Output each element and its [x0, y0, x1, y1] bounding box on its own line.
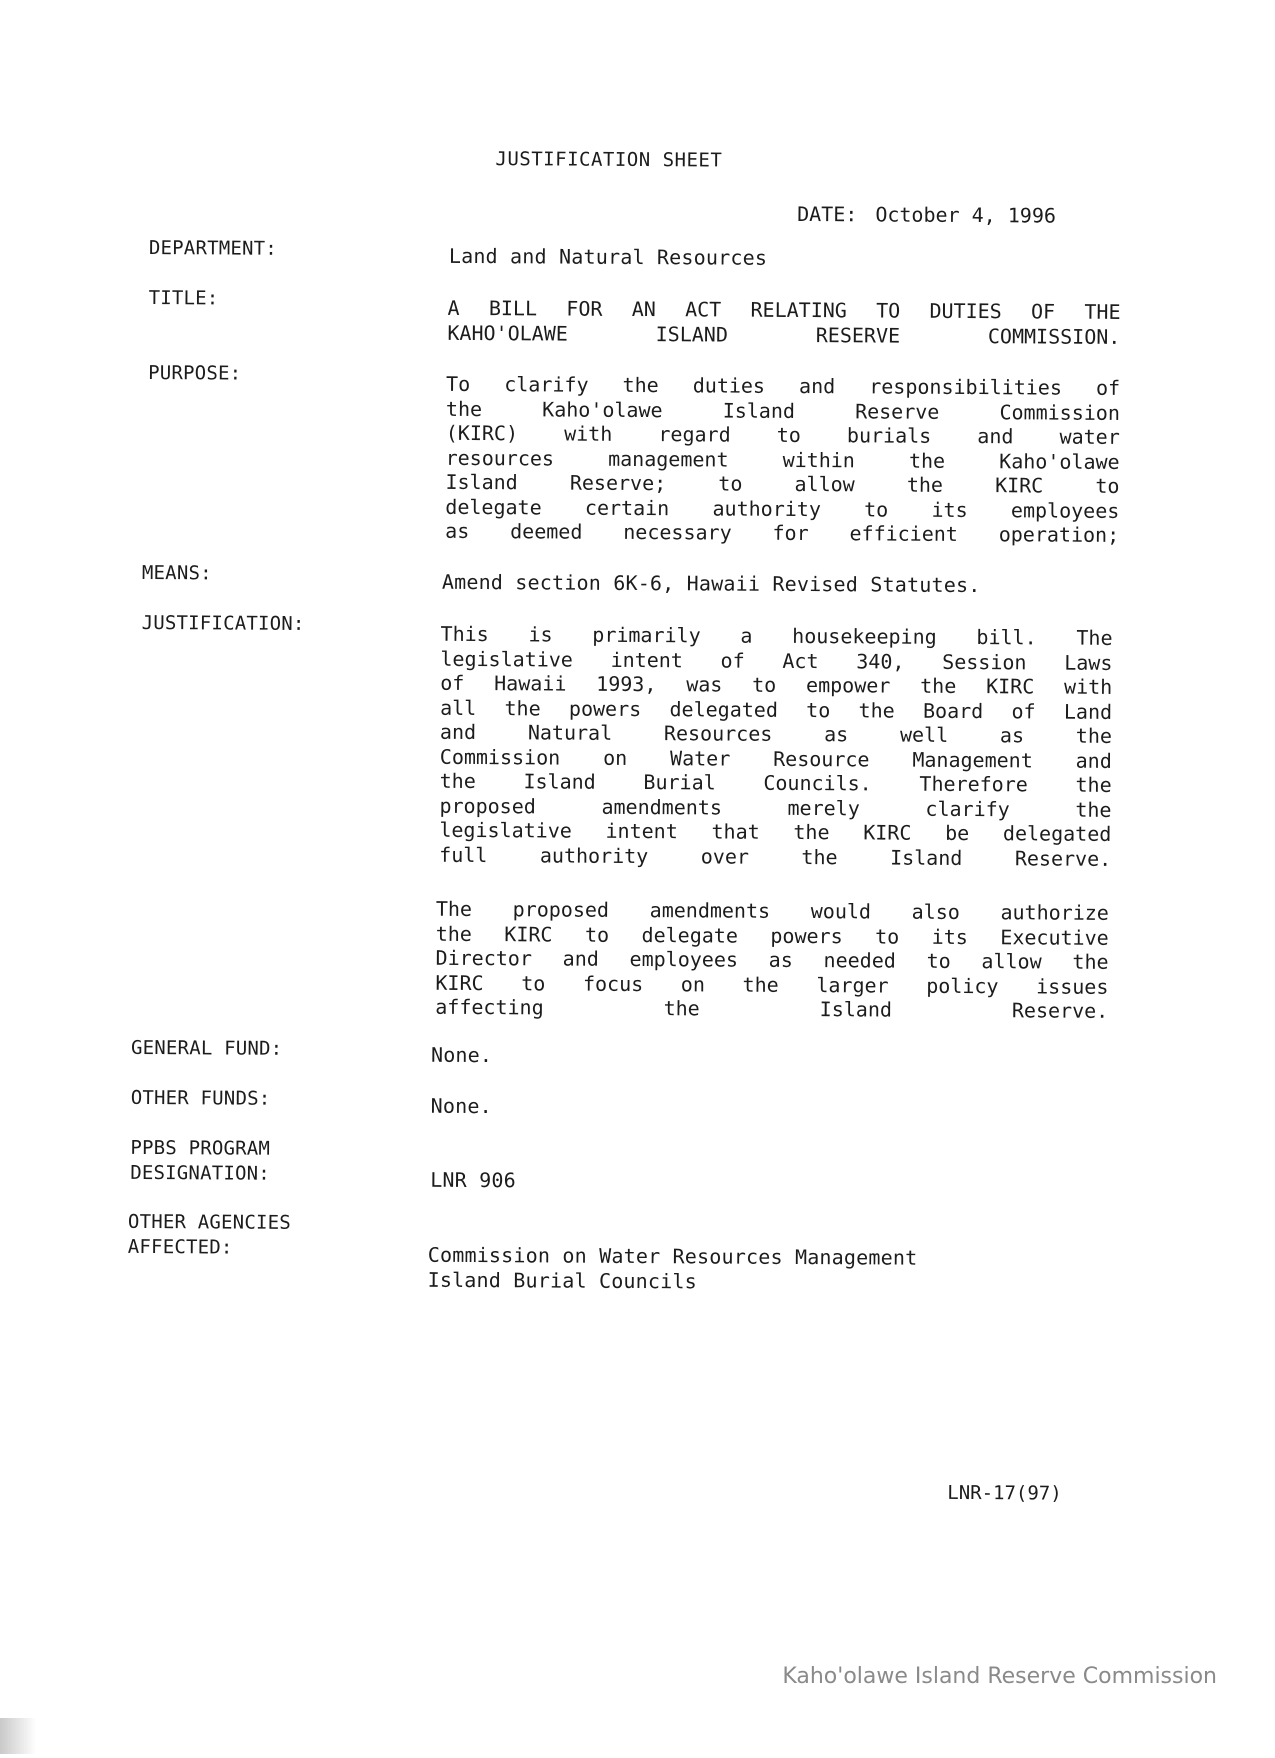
justification-paragraph-2 [435, 897, 1109, 1024]
date-value: October 4, 1996 [875, 202, 1057, 228]
department-value: Land and Natural Resources [448, 243, 768, 270]
title-value [447, 296, 1120, 349]
other-agencies-label [128, 1210, 291, 1261]
agency-item: Island Burial Councils [427, 1267, 698, 1293]
justification-line: Director and employees as needed to allow the [435, 945, 1109, 974]
justification-label: JUSTIFICATION: [141, 611, 305, 635]
purpose-line: Island Reserve; to allow the KIRC to [445, 469, 1120, 498]
justification-line: KIRC to focus on the larger policy issues [435, 970, 1109, 999]
justification-line: legislative intent that the KIRC be delegated [439, 817, 1112, 846]
general-fund-label: GENERAL FUND: [130, 1036, 283, 1060]
scan-edge-shadow [0, 1718, 36, 1754]
purpose-label: PURPOSE: [148, 361, 242, 385]
justification-line: This is primarily a housekeeping bill. The [440, 621, 1113, 650]
title-line: A BILL FOR AN ACT RELATING TO DUTIES OF THE [447, 295, 1121, 324]
document-heading: JUSTIFICATION SHEET [495, 148, 723, 172]
means-value: Amend section 6K-6, Hawaii Revised Statutes. [441, 569, 981, 598]
other-funds-label: OTHER FUNDS: [130, 1086, 271, 1110]
justification-paragraph-1 [439, 622, 1112, 871]
justification-line: proposed amendments merely clarify the [439, 793, 1112, 822]
means-label: MEANS: [141, 561, 212, 585]
ppbs-label-line: DESIGNATION: [130, 1161, 271, 1185]
purpose-line: delegate certain authority to its employees [445, 494, 1120, 523]
justification-line: full authority over the Island Reserve. [439, 842, 1112, 871]
justification-line: the Island Burial Councils. Therefore the [439, 768, 1112, 797]
title-label: TITLE: [148, 286, 219, 310]
purpose-line: the Kaho'olawe Island Reserve Commission [445, 396, 1121, 425]
purpose-line: (KIRC) with regard to burials and water [445, 420, 1120, 449]
department-label: DEPARTMENT: [148, 236, 278, 260]
justification-line: Commission on Water Resource Management and [439, 744, 1112, 773]
other-funds-value: None. [430, 1093, 492, 1119]
justification-line: the KIRC to delegate powers to its Executive [435, 921, 1109, 950]
agency-item: Commission on Water Resources Management [427, 1242, 918, 1270]
justification-line: legislative intent of Act 340, Session Laws [440, 646, 1113, 675]
ppbs-value: LNR 906 [430, 1167, 516, 1193]
purpose-value [445, 372, 1120, 548]
date-line [797, 202, 1056, 228]
purpose-line: resources management within the Kaho'olawe [445, 445, 1120, 474]
justification-line: affecting the Island Reserve. [435, 994, 1109, 1023]
ppbs-label-line: PPBS PROGRAM [130, 1136, 271, 1160]
other-agencies-label-line: OTHER AGENCIES [127, 1210, 291, 1234]
date-label: DATE: [797, 201, 858, 227]
other-agencies-value [428, 1243, 918, 1295]
purpose-line: as deemed necessary for efficient operation; [445, 518, 1120, 547]
purpose-line: To clarify the duties and responsibilities of [446, 371, 1121, 400]
justification-line: and Natural Resources as well as the [439, 719, 1113, 748]
other-agencies-label-line: AFFECTED: [127, 1235, 233, 1259]
justification-line: The proposed amendments would also authorize [435, 896, 1109, 925]
footer-watermark: Kaho'olawe Island Reserve Commission [782, 1664, 1217, 1689]
ppbs-label [130, 1136, 270, 1187]
general-fund-value: None. [430, 1042, 493, 1068]
form-code: LNR-17(97) [947, 1481, 1062, 1505]
justification-line: of Hawaii 1993, was to empower the KIRC with [440, 670, 1113, 699]
title-line: KAHO'OLAWE ISLAND RESERVE COMMISSION. [447, 320, 1121, 349]
justification-line: all the powers delegated to the Board of Land [440, 695, 1113, 724]
